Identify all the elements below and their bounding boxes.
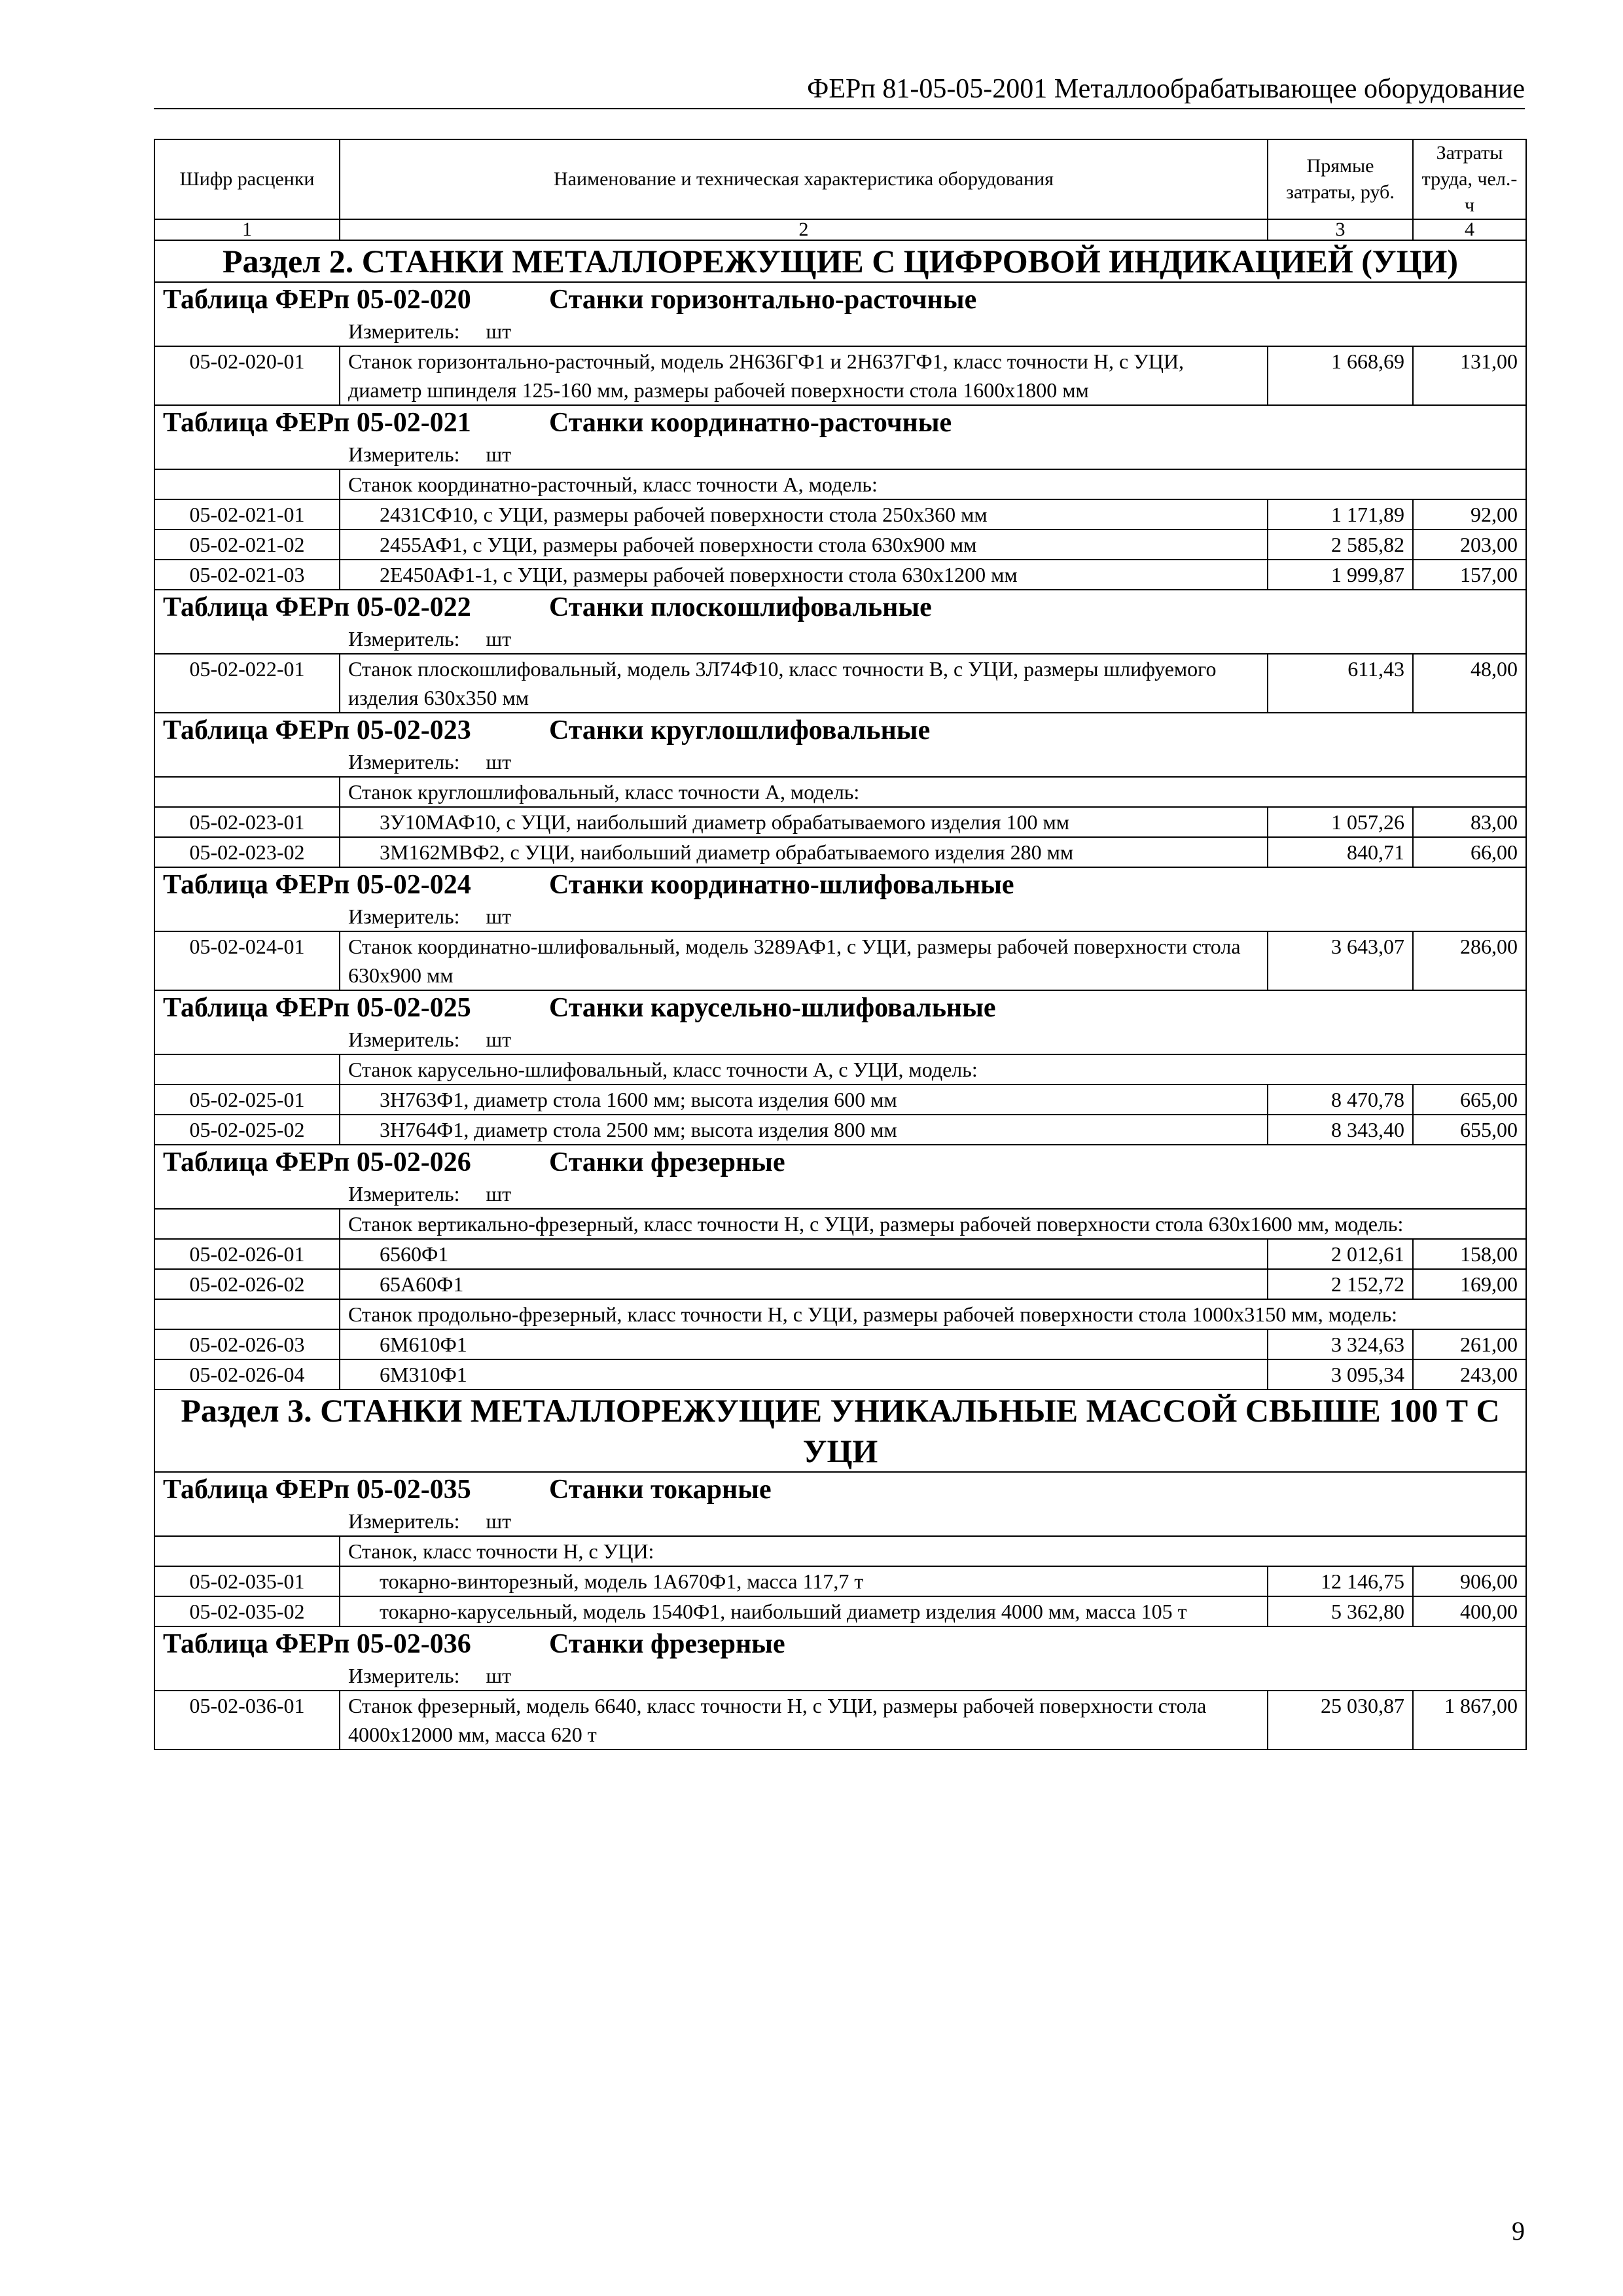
group-row — [154, 1536, 1526, 1566]
meter-row — [154, 440, 1526, 469]
row-cost: 25 030,87 — [1268, 1691, 1413, 1749]
table-title-row — [154, 990, 1526, 1025]
meter-unit: шт — [486, 1509, 512, 1533]
row-code: 05-02-021-03 — [154, 560, 340, 590]
row-cost: 2 152,72 — [1268, 1269, 1413, 1299]
row-code: 05-02-021-02 — [154, 529, 340, 560]
table-code: Таблица ФЕРп 05-02-023 — [163, 715, 471, 745]
col-header-code: Шифр расценки — [154, 139, 340, 219]
table-code: Таблица ФЕРп 05-02-020 — [163, 285, 471, 315]
row-labor: 92,00 — [1413, 499, 1526, 529]
group-label: Станок карусельно-шлифовальный, класс точности А, с УЦИ, модель: — [340, 1054, 1526, 1085]
meter-row — [154, 624, 1526, 654]
row-code: 05-02-024-01 — [154, 931, 340, 990]
meter-unit: шт — [486, 1182, 512, 1206]
row-name: токарно-карусельный, модель 1540Ф1, наибольший диаметр изделия 4000 мм, масса 105 т — [340, 1596, 1268, 1626]
group-row — [154, 1299, 1526, 1329]
row-cost: 8 343,40 — [1268, 1115, 1413, 1145]
col-number: 2 — [340, 219, 1268, 240]
meter-unit: шт — [486, 442, 512, 466]
row-name: 3М162МВФ2, с УЦИ, наибольший диаметр обрабатываемого изделия 280 мм — [340, 837, 1268, 867]
row-code: 05-02-025-02 — [154, 1115, 340, 1145]
page-number: 9 — [1512, 2216, 1525, 2246]
row-code: 05-02-026-01 — [154, 1239, 340, 1269]
row-cost: 1 171,89 — [1268, 499, 1413, 529]
row-name: токарно-винторезный, модель 1А670Ф1, масса 117,7 т — [340, 1566, 1268, 1596]
meter-label: Измеритель: — [348, 319, 460, 343]
table-row — [154, 1269, 1526, 1299]
meter-label: Измеритель: — [348, 905, 460, 928]
row-name: 2455АФ1, с УЦИ, размеры рабочей поверхности стола 630x900 мм — [340, 529, 1268, 560]
meter-unit: шт — [486, 1028, 512, 1051]
col-number: 3 — [1268, 219, 1413, 240]
table-row — [154, 807, 1526, 837]
table-name: Станки координатно-шлифовальные — [549, 870, 1014, 900]
col-header-labor: Затраты труда, чел.-ч — [1413, 139, 1526, 219]
meter-row — [154, 1025, 1526, 1054]
row-cost: 1 057,26 — [1268, 807, 1413, 837]
table-name: Станки фрезерные — [549, 1147, 785, 1177]
meter-unit: шт — [486, 905, 512, 928]
meter-unit: шт — [486, 319, 512, 343]
row-labor: 158,00 — [1413, 1239, 1526, 1269]
row-code: 05-02-025-01 — [154, 1085, 340, 1115]
table-title-row — [154, 590, 1526, 624]
table-name: Станки фрезерные — [549, 1629, 785, 1659]
row-name: 3У10МАФ10, с УЦИ, наибольший диаметр обрабатываемого изделия 100 мм — [340, 807, 1268, 837]
table-title-row — [154, 1472, 1526, 1507]
row-labor: 131,00 — [1413, 346, 1526, 405]
table-row — [154, 499, 1526, 529]
meter-row — [154, 317, 1526, 346]
section-2-title: Раздел 2. СТАНКИ МЕТАЛЛОРЕЖУЩИЕ С ЦИФРОВОЙ ИНДИКАЦИЕЙ (УЦИ) — [154, 240, 1526, 282]
column-number-row — [154, 219, 1526, 240]
table-row — [154, 560, 1526, 590]
row-labor: 286,00 — [1413, 931, 1526, 990]
row-code: 05-02-026-02 — [154, 1269, 340, 1299]
row-cost: 1 999,87 — [1268, 560, 1413, 590]
table-row — [154, 654, 1526, 713]
meter-label: Измеритель: — [348, 1509, 460, 1533]
row-name: Станок фрезерный, модель 6640, класс точности Н, с УЦИ, размеры рабочей поверхности стола 4000x12000 мм, масса 620 т — [340, 1691, 1268, 1749]
row-cost: 5 362,80 — [1268, 1596, 1413, 1626]
table-row — [154, 1691, 1526, 1749]
row-cost: 2 012,61 — [1268, 1239, 1413, 1269]
table-title-row — [154, 1626, 1526, 1661]
column-header-row — [154, 139, 1526, 219]
row-cost: 3 324,63 — [1268, 1329, 1413, 1359]
group-row — [154, 777, 1526, 807]
row-cost: 12 146,75 — [1268, 1566, 1413, 1596]
table-row — [154, 1329, 1526, 1359]
row-name: Станок координатно-шлифовальный, модель 3289АФ1, с УЦИ, размеры рабочей поверхности стола 630x900 мм — [340, 931, 1268, 990]
meter-unit: шт — [486, 627, 512, 651]
row-labor: 261,00 — [1413, 1329, 1526, 1359]
row-labor: 400,00 — [1413, 1596, 1526, 1626]
row-name: 3Н764Ф1, диаметр стола 2500 мм; высота изделия 800 мм — [340, 1115, 1268, 1145]
row-code: 05-02-023-02 — [154, 837, 340, 867]
table-row — [154, 837, 1526, 867]
row-labor: 906,00 — [1413, 1566, 1526, 1596]
table-code: Таблица ФЕРп 05-02-036 — [163, 1629, 471, 1659]
section-heading — [154, 1390, 1526, 1472]
table-name: Станки плоскошлифовальные — [549, 592, 932, 622]
group-row — [154, 469, 1526, 499]
row-code: 05-02-035-02 — [154, 1596, 340, 1626]
table-name: Станки круглошлифовальные — [549, 715, 931, 745]
col-header-name: Наименование и техническая характеристика оборудования — [340, 139, 1268, 219]
row-name: 6М610Ф1 — [340, 1329, 1268, 1359]
meter-row — [154, 747, 1526, 777]
table-code: Таблица ФЕРп 05-02-035 — [163, 1475, 471, 1505]
row-name: Станок плоскошлифовальный, модель 3Л74Ф10, класс точности В, с УЦИ, размеры шлифуемого изделия 630x350 мм — [340, 654, 1268, 713]
table-title-row — [154, 405, 1526, 440]
row-name: 2Е450АФ1-1, с УЦИ, размеры рабочей поверхности стола 630x1200 мм — [340, 560, 1268, 590]
section-heading — [154, 240, 1526, 282]
table-row — [154, 1085, 1526, 1115]
table-row — [154, 1239, 1526, 1269]
meter-row — [154, 1507, 1526, 1536]
table-code: Таблица ФЕРп 05-02-022 — [163, 592, 471, 622]
meter-label: Измеритель: — [348, 1182, 460, 1206]
row-code: 05-02-036-01 — [154, 1691, 340, 1749]
row-code: 05-02-026-03 — [154, 1329, 340, 1359]
row-labor: 243,00 — [1413, 1359, 1526, 1390]
row-cost: 1 668,69 — [1268, 346, 1413, 405]
meter-label: Измеритель: — [348, 1028, 460, 1051]
table-name: Станки карусельно-шлифовальные — [549, 993, 996, 1023]
row-name: 3Н763Ф1, диаметр стола 1600 мм; высота изделия 600 мм — [340, 1085, 1268, 1115]
group-label: Станок продольно-фрезерный, класс точности Н, с УЦИ, размеры рабочей поверхности стола 1000x3150 мм, модель: — [340, 1299, 1526, 1329]
table-code: Таблица ФЕРп 05-02-025 — [163, 993, 471, 1023]
table-code: Таблица ФЕРп 05-02-024 — [163, 870, 471, 900]
row-labor: 157,00 — [1413, 560, 1526, 590]
table-row — [154, 1566, 1526, 1596]
row-cost: 611,43 — [1268, 654, 1413, 713]
table-title-row — [154, 713, 1526, 747]
row-cost: 8 470,78 — [1268, 1085, 1413, 1115]
group-label: Станок вертикально-фрезерный, класс точности Н, с УЦИ, размеры рабочей поверхности стола 630x1600 мм, модель: — [340, 1209, 1526, 1239]
group-row — [154, 1054, 1526, 1085]
table-row — [154, 529, 1526, 560]
row-labor: 83,00 — [1413, 807, 1526, 837]
row-code: 05-02-022-01 — [154, 654, 340, 713]
row-labor: 66,00 — [1413, 837, 1526, 867]
row-code: 05-02-035-01 — [154, 1566, 340, 1596]
meter-unit: шт — [486, 1664, 512, 1687]
row-labor: 1 867,00 — [1413, 1691, 1526, 1749]
table-name: Станки горизонтально-расточные — [549, 285, 977, 315]
group-label: Станок круглошлифовальный, класс точности А, модель: — [340, 777, 1526, 807]
row-cost: 840,71 — [1268, 837, 1413, 867]
meter-label: Измеритель: — [348, 750, 460, 774]
row-labor: 203,00 — [1413, 529, 1526, 560]
meter-row — [154, 1661, 1526, 1691]
row-name: 2431СФ10, с УЦИ, размеры рабочей поверхности стола 250x360 мм — [340, 499, 1268, 529]
row-name: 6М310Ф1 — [340, 1359, 1268, 1390]
row-cost: 2 585,82 — [1268, 529, 1413, 560]
group-label: Станок координатно-расточный, класс точности А, модель: — [340, 469, 1526, 499]
table-name: Станки токарные — [549, 1475, 772, 1505]
table-title-row — [154, 1145, 1526, 1179]
header-rule — [154, 108, 1525, 109]
row-labor: 665,00 — [1413, 1085, 1526, 1115]
table-name: Станки координатно-расточные — [549, 408, 952, 438]
col-number: 1 — [154, 219, 340, 240]
meter-unit: шт — [486, 750, 512, 774]
table-row — [154, 1359, 1526, 1390]
table-row — [154, 346, 1526, 405]
table-code: Таблица ФЕРп 05-02-026 — [163, 1147, 471, 1177]
row-name: 6560Ф1 — [340, 1239, 1268, 1269]
section-3-title: Раздел 3. СТАНКИ МЕТАЛЛОРЕЖУЩИЕ УНИКАЛЬНЫЕ МАССОЙ СВЫШЕ 100 Т С УЦИ — [154, 1390, 1526, 1472]
page-header-title: ФЕРп 81-05-05-2001 Металлообрабатывающее оборудование — [807, 74, 1525, 104]
row-code: 05-02-026-04 — [154, 1359, 340, 1390]
col-number: 4 — [1413, 219, 1526, 240]
row-code: 05-02-021-01 — [154, 499, 340, 529]
row-name: 65А60Ф1 — [340, 1269, 1268, 1299]
row-code: 05-02-020-01 — [154, 346, 340, 405]
row-code: 05-02-023-01 — [154, 807, 340, 837]
table-row — [154, 1596, 1526, 1626]
group-row — [154, 1209, 1526, 1239]
col-header-cost: Прямые затраты, руб. — [1268, 139, 1413, 219]
meter-label: Измеритель: — [348, 442, 460, 466]
meter-label: Измеритель: — [348, 627, 460, 651]
row-labor: 655,00 — [1413, 1115, 1526, 1145]
row-cost: 3 643,07 — [1268, 931, 1413, 990]
meter-row — [154, 902, 1526, 931]
row-cost: 3 095,34 — [1268, 1359, 1413, 1390]
table-title-row — [154, 867, 1526, 902]
table-code: Таблица ФЕРп 05-02-021 — [163, 408, 471, 438]
row-name: Станок горизонтально-расточный, модель 2Н636ГФ1 и 2Н637ГФ1, класс точности Н, с УЦИ, диаметр шпинделя 125-160 мм, размеры рабочей поверхности стола 1600x1800 мм — [340, 346, 1268, 405]
table-title-row — [154, 282, 1526, 317]
meter-row — [154, 1179, 1526, 1209]
meter-label: Измеритель: — [348, 1664, 460, 1687]
price-table — [154, 139, 1527, 1750]
group-label: Станок, класс точности Н, с УЦИ: — [340, 1536, 1526, 1566]
table-row — [154, 931, 1526, 990]
row-labor: 169,00 — [1413, 1269, 1526, 1299]
table-row — [154, 1115, 1526, 1145]
row-labor: 48,00 — [1413, 654, 1526, 713]
